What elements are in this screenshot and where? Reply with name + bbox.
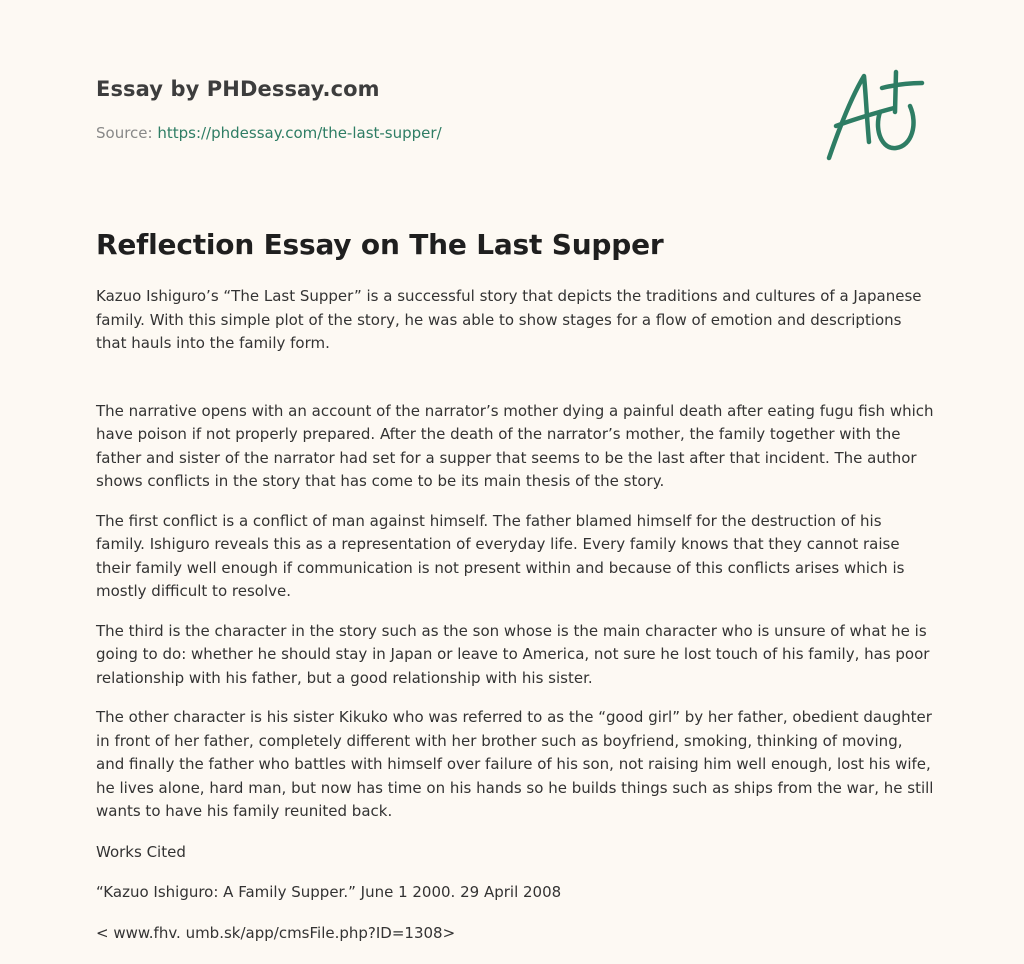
essay-paragraph: Kazuo Ishiguro’s “The Last Supper” is a successful story that depicts the traditions and cultures of a Japanese family. With this simple plot of the story, he was able to show stages for a flow of emotion and descriptions that hauls into the family form. (96, 287, 922, 352)
essay-body (96, 285, 934, 945)
citation-url: < www.fhv. umb.sk/app/cmsFile.php?ID=1308> (96, 923, 456, 942)
works-cited-heading: Works Cited (96, 842, 186, 861)
essay-title: Reflection Essay on The Last Supper (96, 228, 664, 261)
a-plus-logo-icon (822, 66, 928, 166)
essay-paragraph: The first conflict is a conflict of man against himself. The father blamed himself for the destruction of his family. Ishiguro reveals this as a representation of everyday life. Every family knows that they cannot raise their family well enough if communication is not present within and because of this conflicts arises which is mostly difficult to resolve. (96, 511, 905, 600)
site-brand: Essay by PHDessay.com (96, 77, 380, 101)
source-line (96, 123, 928, 143)
citation: “Kazuo Ishiguro: A Family Supper.” June 1 2000. 29 April 2008 (96, 883, 562, 901)
essay-paragraph: The narrative opens with an account of the narrator’s mother dying a painful death after eating fugu fish which have poison if not properly prepared. After the death of the narrator’s mother, the family together with the father and sister of the narrator had set for a supper that seems to be the last after that incident. The author shows conflicts in the story that has come to be its main thesis of the story. (96, 401, 934, 490)
source-link[interactable]: https://phdessay.com/the-last-supper/ (157, 124, 442, 142)
essay-paragraph: The third is the character in the story such as the son whose is the main character who is unsure of what he is going to do: whether he should stay in Japan or leave to America, not sure he lost touch of his family, has poor relationship with his father, but a good relationship with his sister. (96, 621, 930, 687)
source-label: Source: (96, 124, 158, 142)
page-header (96, 74, 928, 143)
essay-paragraph: The other character is his sister Kikuko who was referred to as the “good girl” by her father, obedient daughter in front of her father, completely different with her brother such as boyfriend, smoking, thinking of moving, and finally the father who battles with himself over failure of his son, not raising him well enough, lost his wife, he lives alone, hard man, but now has time on his hands so he builds things such as ships from the war, he still wants to have his family reunited back. (96, 708, 934, 820)
